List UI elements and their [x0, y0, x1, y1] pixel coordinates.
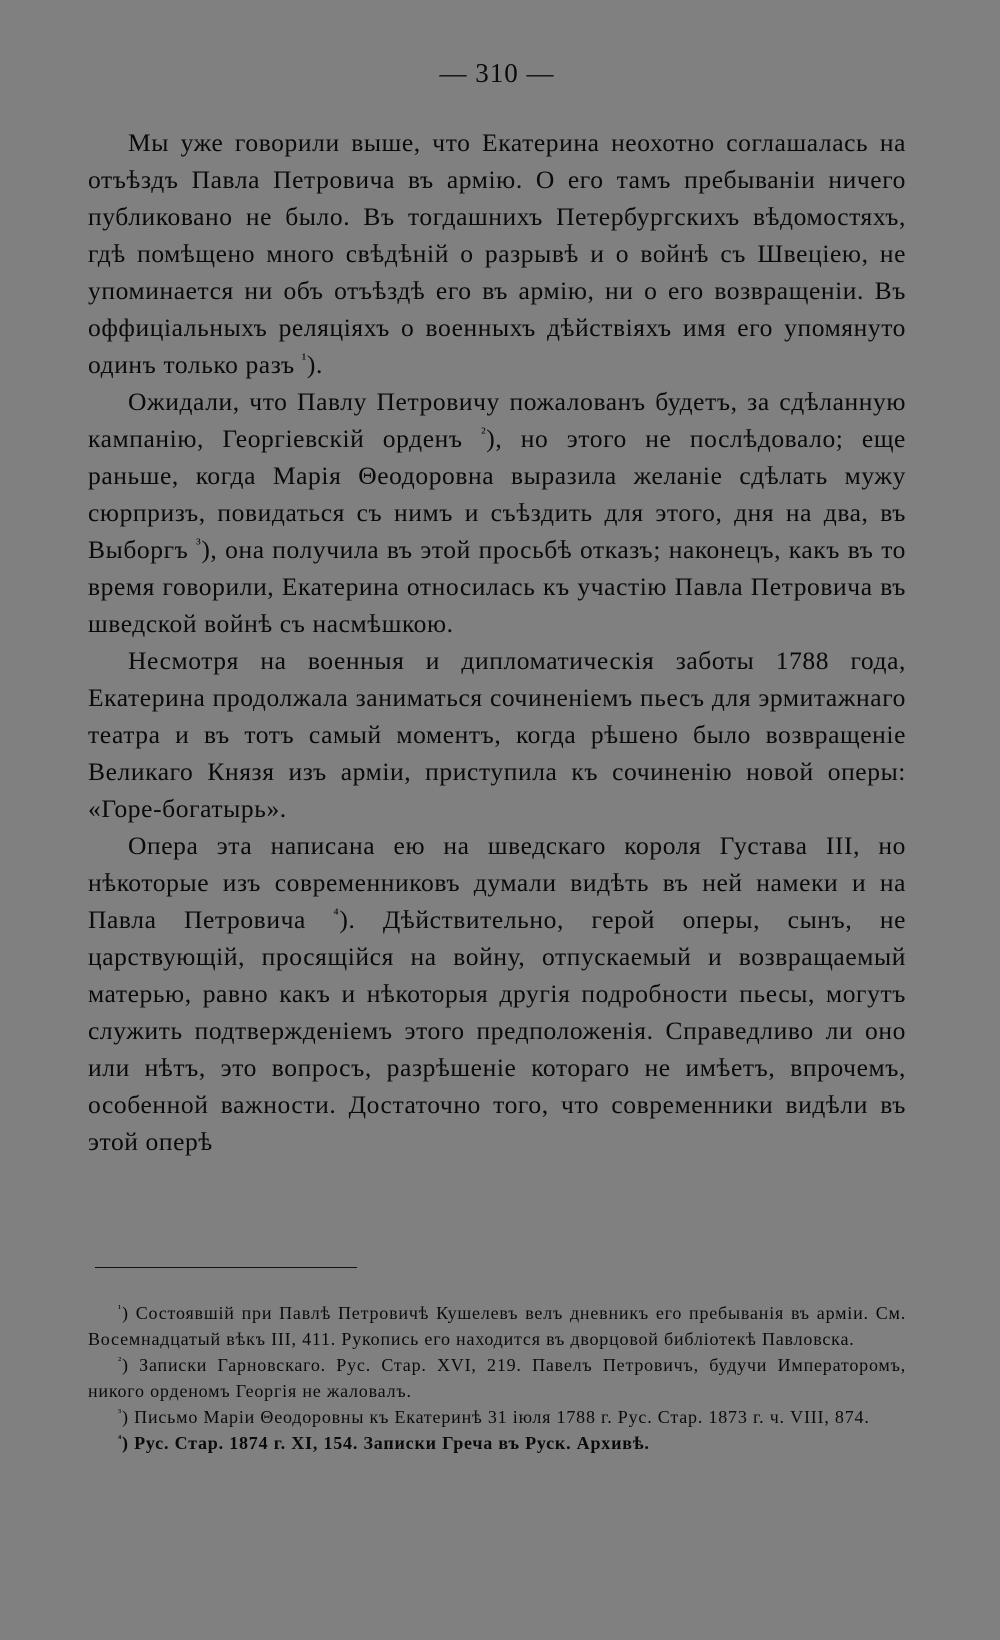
book-page	[88, 0, 906, 1640]
footnote-2-marker: ²	[118, 1355, 123, 1367]
footnote-4-marker: ⁴	[118, 1433, 123, 1445]
footnote-1-text: ) Состоявшій при Павлѣ Петровичѣ Кушелевъ велъ дневникъ его пребыванія въ арміи. См. Восемнадцатый вѣкъ III, 411. Рукопись его находится въ дворцовой библіотекѣ Павловска.	[88, 1303, 906, 1349]
paragraph-3-text: Несмотря на военныя и дипломатическія заботы 1788 года, Екатерина продолжала заниматься сочиненіемъ пьесъ для эрмитажнаго театра и въ тотъ самый моментъ, когда рѣшено было возвращеніе Великаго Князя изъ арміи, приступила къ сочиненію новой оперы: «Горе-богатырь».	[88, 646, 906, 823]
footnote-2-text: ) Записки Гарновскаго. Рус. Стар. XVI, 219. Павелъ Петровичъ, будучи Императоромъ, никого орденомъ Георгія не жаловалъ.	[88, 1355, 906, 1401]
main-text	[88, 124, 906, 1160]
footnote-2	[88, 1352, 906, 1404]
paragraph-4-text-a: Опера эта написана ею на шведскаго короля Густава III, но нѣкоторые изъ современниковъ думали видѣть въ ней намеки и на Павла Петровича	[88, 831, 906, 934]
footnote-ref-1: ¹	[301, 350, 307, 368]
paragraph-2-text-c: ), она получила въ этой просьбѣ отказъ; наконецъ, какъ въ то время говорили, Екатерина относилась къ участію Павла Петровича въ шведской войнѣ съ насмѣшкою.	[88, 535, 906, 638]
paragraph-2	[88, 383, 906, 642]
footnote-divider	[95, 1267, 357, 1268]
footnote-ref-4: ⁴	[333, 905, 340, 923]
footnote-1-marker: ¹	[118, 1303, 123, 1315]
footnote-4	[88, 1430, 906, 1456]
paragraph-1-text-b: ).	[306, 350, 323, 379]
footnote-4-text: ) Рус. Стар. 1874 г. XI, 154. Записки Греча въ Руск. Архивѣ.	[122, 1433, 650, 1453]
paragraph-4-text-b: ). Дѣйствительно, герой оперы, сынъ, не царствующій, просящійся на войну, отпускаемый и возвращаемый матерью, равно какъ и нѣкоторыя другія подробности пьесы, могутъ служить подтвержденіемъ этого предположенія. Справедливо ли оно или нѣтъ, это вопросъ, разрѣшеніе котораго не имѣетъ, впрочемъ, особенной важности. Достаточно того, что современники видѣли въ этой оперѣ	[88, 905, 906, 1156]
paragraph-4	[88, 827, 906, 1160]
footnotes	[88, 1300, 906, 1456]
footnote-ref-2: ²	[481, 424, 487, 442]
paragraph-3	[88, 642, 906, 827]
paragraph-1-text-a: Мы уже говорили выше, что Екатерина неохотно соглашалась на отъѣздъ Павла Петровича въ армію. О его тамъ пребываніи ничего публиковано не было. Въ тогдашнихъ Петербургскихъ вѣдомостяхъ, гдѣ помѣщено много свѣдѣній о разрывѣ и о войнѣ съ Швеціею, не упоминается ни объ отъѣздѣ его въ армію, ни о его возвращеніи. Въ оффиціальныхъ реляціяхъ о военныхъ дѣйствіяхъ имя его упомянуто одинъ только разъ	[88, 128, 906, 379]
footnote-1	[88, 1300, 906, 1352]
footnote-3-text: ) Письмо Маріи Θеодоровны къ Екатеринѣ 31 іюля 1788 г. Рус. Стар. 1873 г. ч. VIII, 874.	[122, 1407, 870, 1427]
footnote-3-marker: ³	[118, 1407, 123, 1419]
footnote-3	[88, 1404, 906, 1430]
paragraph-2-text-a: Ожидали, что Павлу Петровичу пожалованъ будетъ, за сдѣланную кампанію, Георгіевскій орденъ	[88, 387, 906, 453]
page-number: — 310 —	[439, 58, 555, 88]
paragraph-2-text-b: ), но этого не послѣдовало; еще раньше, когда Марія Θеодоровна выразила желаніе сдѣлать мужу сюрпризъ, повидаться съ нимъ и съѣздить для этого, дня на два, въ Выборгъ	[88, 424, 906, 564]
footnote-ref-3: ³	[196, 535, 202, 553]
paragraph-1	[88, 124, 906, 383]
